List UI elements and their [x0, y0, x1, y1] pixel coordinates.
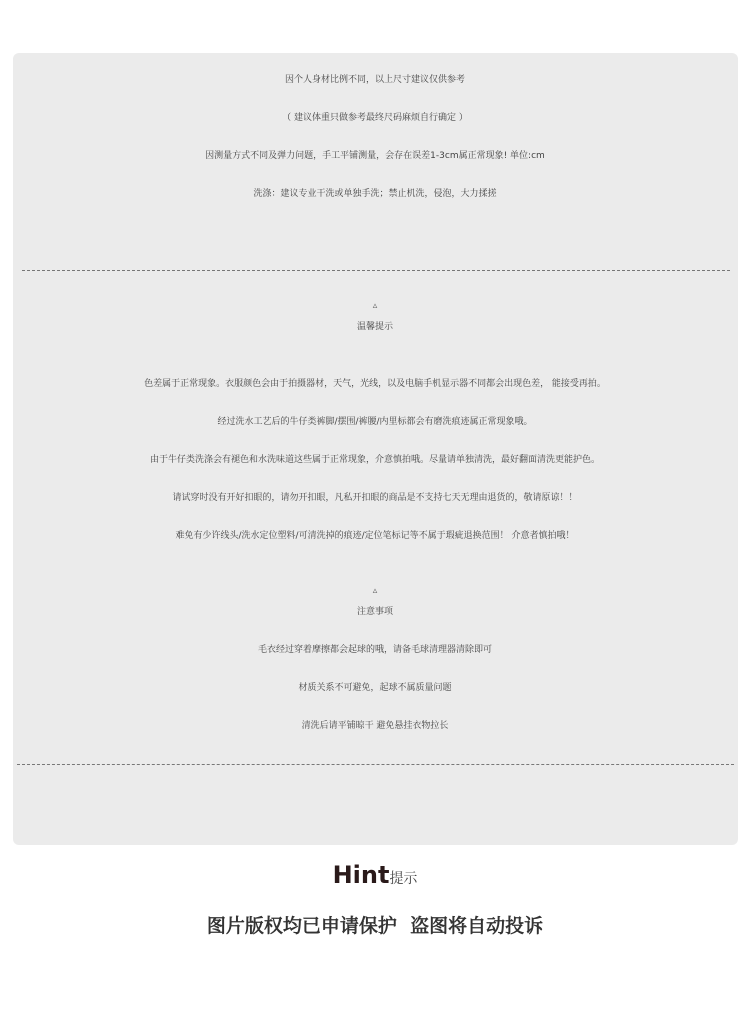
note-item: 清洗后请平铺晾干 避免悬挂衣物拉长 [301, 721, 449, 731]
note-item: 毛衣经过穿着摩擦都会起球的哦，请备毛球清理器清除即可 [257, 645, 492, 655]
size-note-weight: （ 建议体重只做参考最终尺码麻烦自行确定 ） [282, 113, 468, 123]
section-divider [22, 270, 730, 271]
notes-title: 注意事项 [356, 607, 393, 617]
triangle-icon: ▵ [372, 301, 378, 311]
hint-en: Hint [332, 861, 390, 889]
note-item: 材质关系不可避免，起球不属质量问题 [298, 683, 452, 693]
section-divider [17, 764, 734, 765]
warm-tip-item: 请试穿时没有开好扣眼的，请勿开扣眼，凡私开扣眼的商品是不支持七天无理由退货的，敬请原谅！！ [172, 493, 578, 503]
hint-cn: 提示 [389, 871, 418, 887]
warm-tips-title: 温馨提示 [356, 322, 393, 332]
hint-heading [0, 860, 750, 894]
size-note-measurement: 因测量方式不同及弹力问题，手工平铺测量，会存在误差1-3cm属正常现象! 单位:cm [205, 151, 545, 161]
warm-tip-item: 色差属于正常现象。衣服颜色会由于拍摄器材，天气，光线，以及电脑手机显示器不同都会出现色差， 能接受再拍。 [144, 379, 606, 389]
warm-tip-item: 难免有少许线头/洗水定位塑料/可清洗掉的痕迹/定位笔标记等不属于瑕疵退换范围！ 介意者慎拍哦！ [175, 531, 575, 541]
triangle-icon: ▵ [372, 586, 378, 596]
warm-tip-item: 经过洗水工艺后的牛仔类裤脚/摆围/裤腰/内里标都会有磨洗痕迹属正常现象哦。 [217, 417, 533, 427]
warm-tip-item: 由于牛仔类洗涤会有褪色和水洗味道这些属于正常现象，介意慎拍哦。尽量请单独清洗，最好翻面清洗更能护色。 [149, 455, 600, 465]
size-note-ratio: 因个人身材比例不同，以上尺寸建议仅供参考 [284, 75, 465, 85]
size-note-washing: 洗涤：建议专业干洗或单独手洗；禁止机洗，侵泡，大力揉搓 [253, 189, 497, 199]
copyright-notice: 图片版权均已申请保护 盗图将自动投诉 [206, 915, 544, 937]
